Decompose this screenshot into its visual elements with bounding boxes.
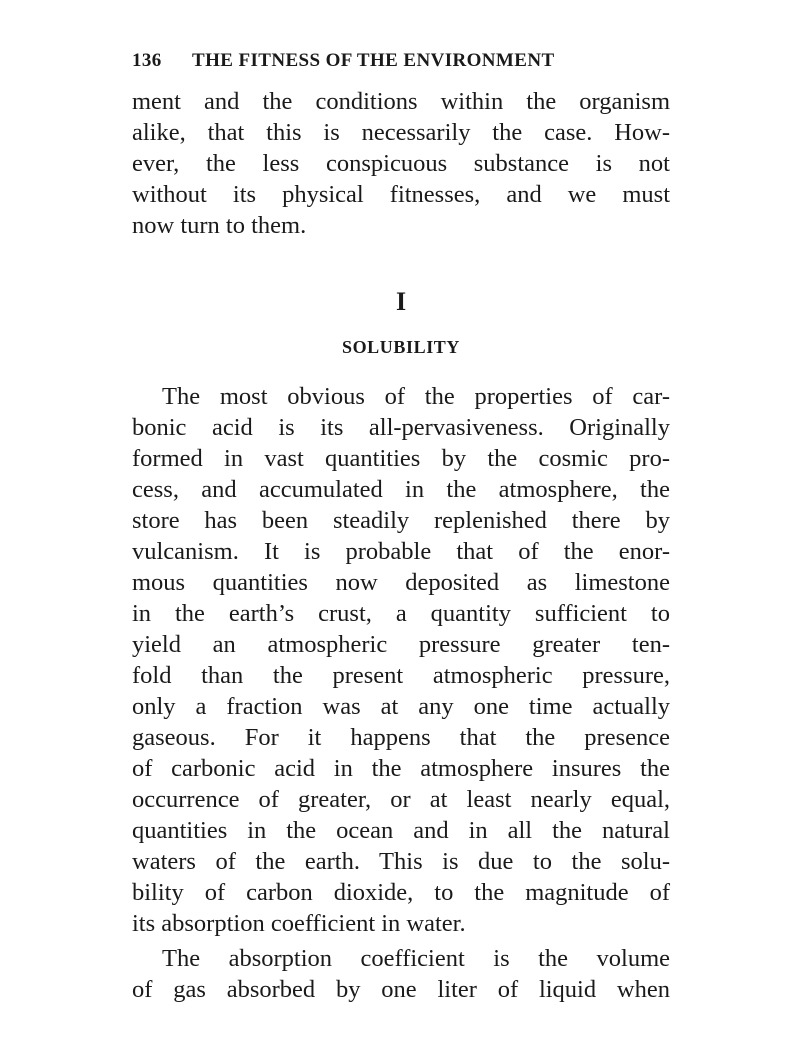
text-line: ment and the conditions within the organism: [132, 88, 670, 115]
text-line: yield an atmospheric pressure greater ten-: [132, 631, 670, 658]
section-title: SOLUBILITY: [341, 337, 461, 357]
paragraph-3: [132, 943, 670, 1005]
text-line: mous quantities now deposited as limestone: [132, 569, 670, 596]
text-line: The most obvious of the properties of car-: [162, 383, 670, 410]
text-line: vulcanism. It is probable that of the enor-: [132, 538, 670, 565]
text-line: bility of carbon dioxide, to the magnitude of: [132, 879, 670, 906]
text-line: gaseous. For it happens that the presence: [132, 724, 670, 751]
text-line: in the earth’s crust, a quantity sufficient to: [132, 600, 670, 627]
text-line: formed in vast quantities by the cosmic pro-: [132, 445, 670, 472]
text-line: quantities in the ocean and in all the natural: [132, 817, 670, 844]
text-line: of carbonic acid in the atmosphere insures the: [132, 755, 670, 782]
text-line: The absorption coefficient is the volume: [162, 945, 670, 972]
text-line: ever, the less conspicuous substance is not: [132, 150, 670, 177]
running-head: [132, 44, 670, 80]
text-line: waters of the earth. This is due to the solu-: [132, 848, 670, 875]
text-line: only a fraction was at any one time actually: [132, 693, 670, 720]
text-line: of gas absorbed by one liter of liquid when: [132, 976, 670, 1003]
section-number: I: [395, 287, 407, 316]
text-line: without its physical fitnesses, and we must: [132, 181, 670, 208]
text-line: store has been steadily replenished there by: [132, 507, 670, 534]
text-line: alike, that this is necessarily the case. How-: [132, 119, 670, 146]
text-line: its absorption coefficient in water.: [132, 910, 466, 937]
text-line: bonic acid is its all-pervasiveness. Originally: [132, 414, 670, 441]
paragraph-1: [132, 86, 670, 241]
text-line: now turn to them.: [132, 212, 307, 239]
text-line: cess, and accumulated in the atmosphere, the: [132, 476, 670, 503]
running-title: THE FITNESS OF THE ENVIRONMENT: [192, 50, 555, 71]
book-page: [132, 44, 670, 1005]
paragraph-2: [132, 381, 670, 939]
page-number: 136: [132, 50, 162, 71]
text-line: fold than the present atmospheric pressure,: [132, 662, 670, 689]
text-line: occurrence of greater, or at least nearly equal,: [132, 786, 670, 813]
